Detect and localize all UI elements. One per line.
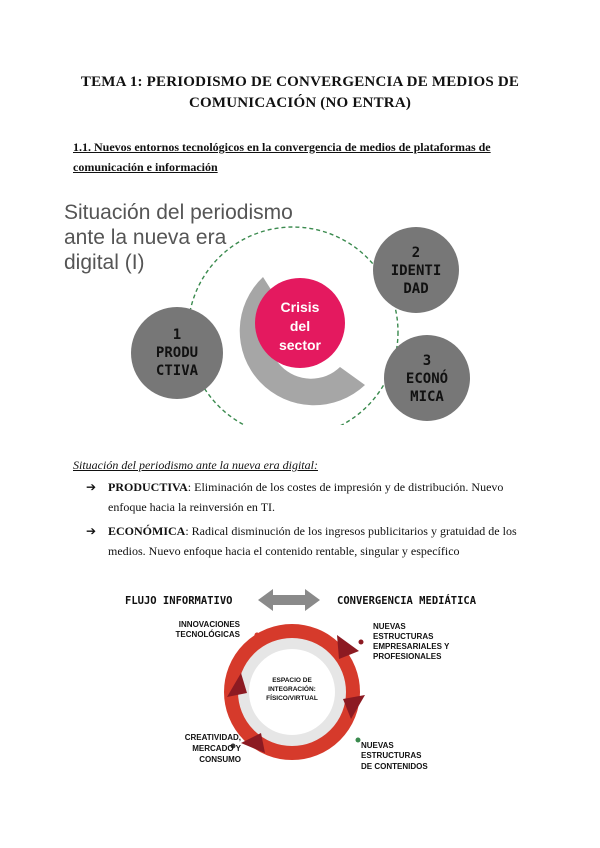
label-creatividad-line-1: CREATIVIDAD, <box>184 733 241 742</box>
figure1-heading-line-1: Situación del periodismo <box>64 201 293 224</box>
label-contenidos-line-2: ESTRUCTURAS <box>361 751 422 760</box>
circle1-line-2: CTIVA <box>155 363 199 379</box>
bullet-term: PRODUCTIVA <box>108 480 188 494</box>
bullet-term: ECONÓMICA <box>108 524 186 538</box>
title-line-1: TEMA 1: PERIODISMO DE CONVERGENCIA DE MEDIOS DE <box>80 74 520 90</box>
figure-media-convergence <box>115 585 500 785</box>
double-arrow-icon <box>258 589 320 611</box>
bullet-list <box>86 477 536 565</box>
document-title <box>60 72 540 114</box>
center-line-2: INTEGRACIÓN: <box>268 686 316 693</box>
circle2-number: 2 <box>411 245 421 261</box>
center-line-3: FÍSICO/VIRTUAL <box>266 695 318 702</box>
connector-dot <box>359 640 364 645</box>
center-line-1: ESPACIO DE <box>272 677 312 684</box>
section-line-1: 1.1. Nuevos entornos tecnológicos en la convergencia de medios de plataformas de <box>73 140 491 154</box>
label-empresariales-line-4: PROFESIONALES <box>373 652 442 661</box>
bullet-item <box>86 477 536 517</box>
circle3-line-2: MICA <box>410 389 444 405</box>
circle3-line-1: ECONÓ <box>405 371 449 387</box>
label-empresariales-line-2: ESTRUCTURAS <box>373 632 434 641</box>
circle1-number: 1 <box>172 327 182 343</box>
figure1-heading-line-3: digital (I) <box>64 251 145 274</box>
connector-dot <box>255 633 260 638</box>
section-heading <box>73 137 533 177</box>
title-line-2: COMUNICACIÓN (NO ENTRA) <box>188 95 412 111</box>
label-empresariales-line-1: NUEVAS <box>373 622 406 631</box>
section-line-2: comunicación e información <box>73 160 218 174</box>
bullet-text: : Radical disminución de los ingresos publicitarios y gratuidad de los medios. Nuevo enfoque hacia el contenido rentable, singular y específico <box>108 524 517 558</box>
convergencia-mediatica-label: CONVERGENCIA MEDIÁTICA <box>337 595 477 607</box>
bullet-text: : Eliminación de los costes de impresión y de distribución. Nuevo enfoque hacia la reinversión en TI. <box>108 480 504 514</box>
label-contenidos-line-3: DE CONTENIDOS <box>361 762 428 771</box>
circle2-line-2: DAD <box>403 281 429 297</box>
crisis-line-2: del <box>289 318 311 334</box>
arrow-icon: ➔ <box>86 524 97 538</box>
flujo-informativo-label: FLUJO INFORMATIVO <box>125 595 233 607</box>
label-creatividad-line-2: MERCADO Y <box>192 744 241 753</box>
label-innovaciones-line-2: TECNOLÓGICAS <box>175 630 240 639</box>
crisis-line-3: sector <box>278 337 322 353</box>
label-innovaciones-line-1: INNOVACIONES <box>178 620 240 629</box>
figure-caption: Situación del periodismo ante la nueva era digital: <box>73 458 318 472</box>
figure1-heading-line-2: ante la nueva era <box>64 226 227 249</box>
crisis-line-1: Crisis <box>280 299 320 315</box>
arrow-icon: ➔ <box>86 480 97 494</box>
figure-journalism-situation <box>60 195 480 425</box>
circle1-line-1: PRODU <box>155 345 199 361</box>
label-contenidos-line-1: NUEVAS <box>361 741 394 750</box>
circle2-line-1: IDENTI <box>390 263 442 279</box>
label-empresariales-line-3: EMPRESARIALES Y <box>373 642 450 651</box>
bullet-item <box>86 521 536 561</box>
label-creatividad-line-3: CONSUMO <box>199 755 241 764</box>
connector-dot <box>356 738 361 743</box>
circle3-number: 3 <box>422 353 432 369</box>
